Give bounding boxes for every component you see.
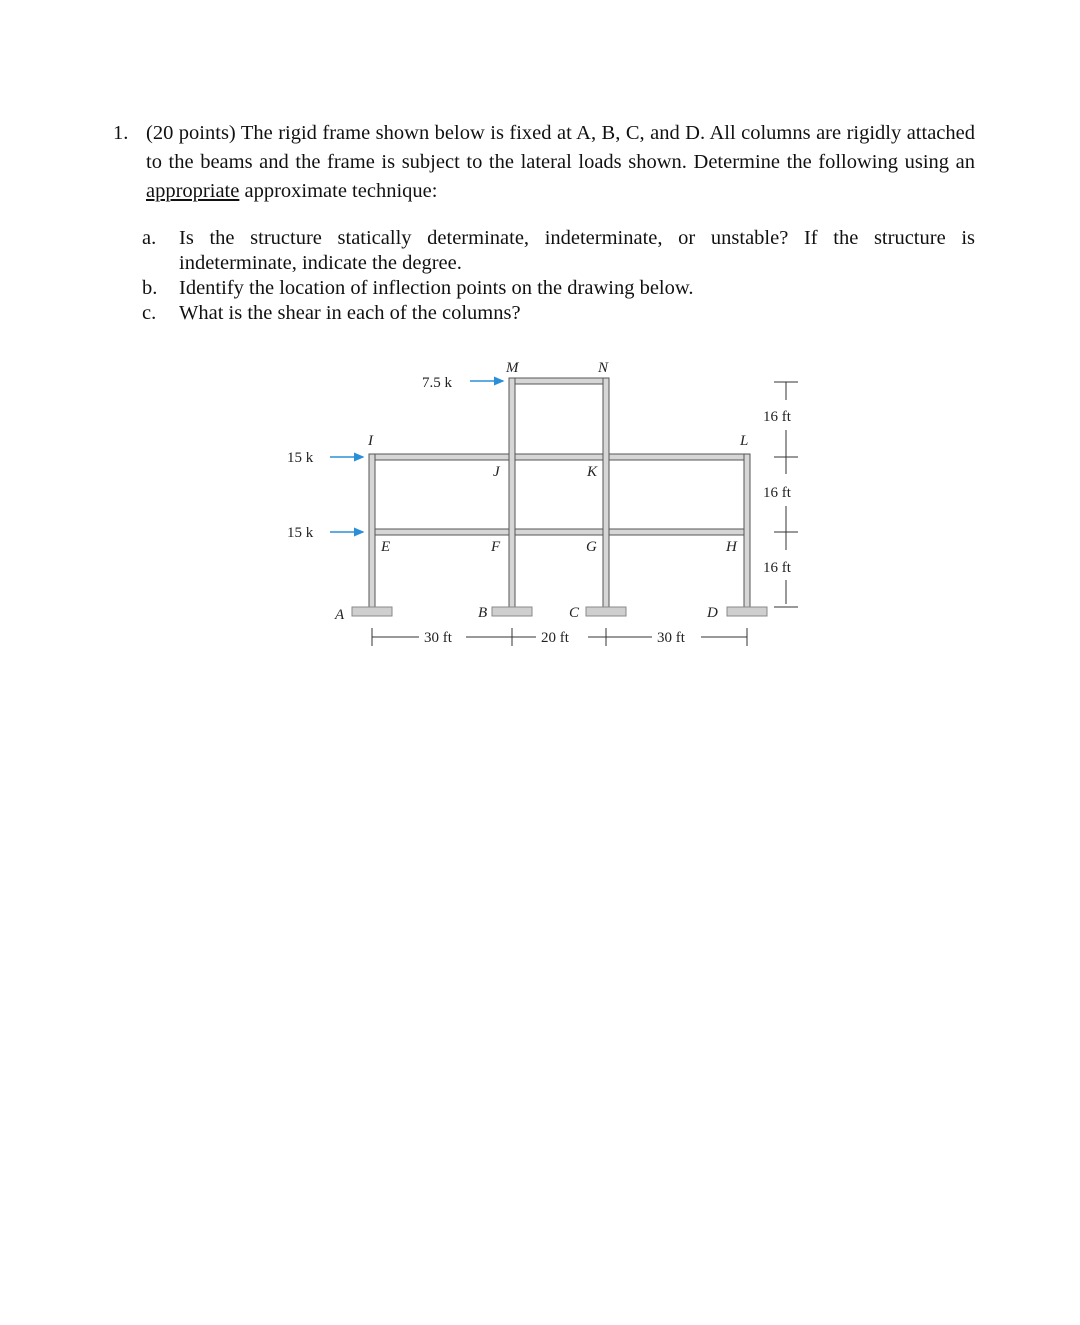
column-C xyxy=(603,378,609,609)
joint-E: E xyxy=(381,539,391,555)
question-parts xyxy=(142,226,975,326)
support-D xyxy=(727,607,767,616)
part-b-text: Identify the location of inflection points on the drawing below. xyxy=(179,277,694,299)
support-A xyxy=(352,607,392,616)
load-label-bottom: 15 k xyxy=(287,525,314,541)
joint-L: L xyxy=(740,433,749,449)
dim-vertical-2: 16 ft xyxy=(763,485,791,501)
support-label-D: D xyxy=(707,605,718,621)
dim-horizontal-3: 30 ft xyxy=(657,630,685,646)
dim-vertical-3: 16 ft xyxy=(763,560,791,576)
rigid-frame-figure xyxy=(270,345,810,655)
column-A xyxy=(369,454,375,609)
support-label-A: A xyxy=(335,607,345,623)
joint-N: N xyxy=(598,360,609,376)
part-b-letter: b. xyxy=(142,277,158,299)
column-B xyxy=(509,378,515,609)
question-intro xyxy=(146,119,975,206)
joint-I: I xyxy=(368,433,373,449)
joint-M: M xyxy=(506,360,519,376)
question-number: 1. xyxy=(113,122,129,144)
supports xyxy=(352,607,767,616)
frame-members xyxy=(369,378,750,609)
load-label-middle: 15 k xyxy=(287,450,314,466)
part-c xyxy=(142,301,975,326)
support-label-C: C xyxy=(569,605,580,621)
dim-horizontal-2: 20 ft xyxy=(541,630,569,646)
support-B xyxy=(492,607,532,616)
joint-H: H xyxy=(726,539,737,555)
dim-vertical-1: 16 ft xyxy=(763,409,791,425)
question-1 xyxy=(113,119,975,206)
part-b xyxy=(142,276,975,301)
beam-IL xyxy=(369,454,750,460)
joint-F: F xyxy=(491,539,501,555)
joint-J: J xyxy=(493,464,500,480)
part-c-text: What is the shear in each of the columns? xyxy=(179,302,521,324)
column-D xyxy=(744,454,750,609)
joint-K: K xyxy=(587,464,598,480)
intro-text-1: (20 points) The rigid frame shown below is fixed at A, B, C, and D. All columns are rigidly attached to the beams and the frame is subject to the lateral loads shown. Determine the following using an xyxy=(146,122,975,173)
support-C xyxy=(586,607,626,616)
part-c-letter: c. xyxy=(142,302,157,324)
part-a-text: Is the structure statically determinate, indeterminate, or unstable? If the structure is indeterminate, indicate the degree. xyxy=(179,227,975,274)
joint-G: G xyxy=(586,539,597,555)
underlined-word: appropriate xyxy=(146,180,240,202)
part-a-letter: a. xyxy=(142,227,157,249)
support-label-B: B xyxy=(478,605,488,621)
intro-text-2: approximate technique: xyxy=(239,180,438,202)
beam-MN xyxy=(509,378,609,384)
beam-EH xyxy=(369,529,750,535)
part-a xyxy=(142,226,975,276)
load-label-top: 7.5 k xyxy=(422,375,452,391)
dim-horizontal-1: 30 ft xyxy=(424,630,452,646)
